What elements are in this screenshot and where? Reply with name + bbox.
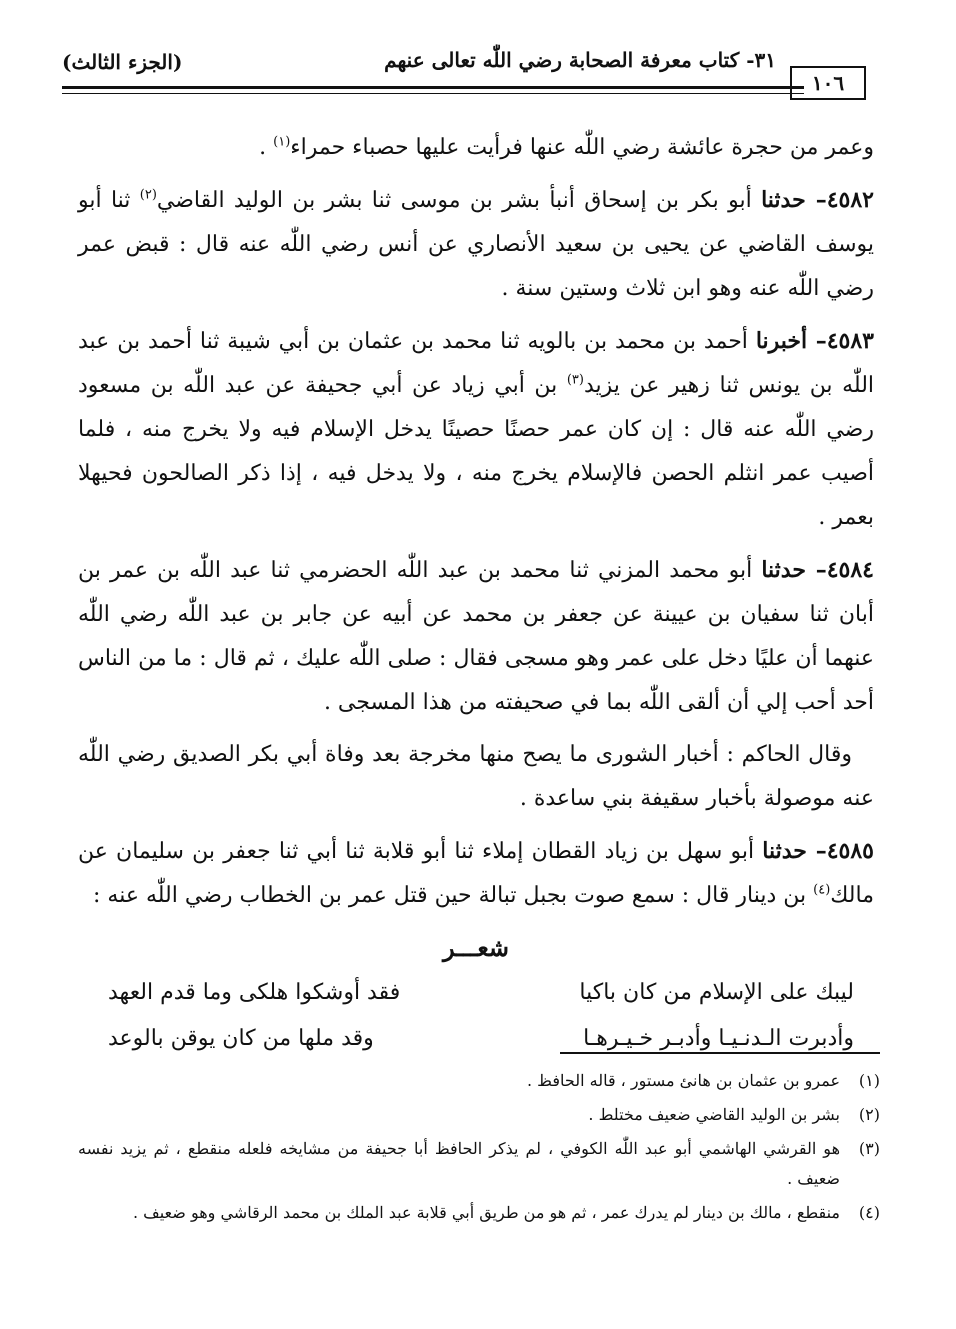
hakim-note: وقال الحاكم : أخبار الشورى ما يصح منها مخرجة بعد وفاة أبي بكر الصديق رضي اللّٰه عنه موصولة بأخبار سقيفة بني ساعدة . <box>78 742 874 811</box>
footnote-number: (٢) <box>858 1105 880 1124</box>
footnote-text: عمرو بن عثمان بن هانئ مستور ، قاله الحافظ . <box>527 1071 840 1090</box>
footnote-text: هو القرشي الهاشمي أبو عبد اللّٰه الكوفي ، لم يذكر الحافظ أبا جحيفة من مشايخه فلعله منقطع ، ثم يزيد نفسه ضعيف . <box>78 1139 840 1188</box>
hadith-lead: أخبرنا <box>755 328 808 354</box>
footnote-separator <box>560 1052 880 1054</box>
poem-title: شعـــر <box>442 933 510 962</box>
hadith-4585 <box>78 829 874 918</box>
hadith-dash: – <box>805 557 827 583</box>
footnotes <box>78 1066 880 1232</box>
footnote-ref-4: (٤) <box>813 882 831 898</box>
page-number-box <box>790 66 866 100</box>
hadith-dash: – <box>805 187 827 213</box>
footnote-number: (١) <box>858 1071 880 1090</box>
footnote <box>78 1100 880 1130</box>
verse-first-hemistich: ليبك على الإسلام من كان باكيا <box>579 980 854 1005</box>
footnote <box>78 1134 880 1194</box>
header-part-label: (الجزء الثالث) <box>62 50 183 74</box>
hadith-text: أحمد بن محمد بن بالويه ثنا محمد بن عثمان بن أبي شيبة ثنا أحمد بن عبد اللّٰه بن يونس ثنا زهير عن يزيد <box>78 329 875 398</box>
poem-verse <box>78 1016 874 1062</box>
continuation-text: وعمر من حجرة عائشة رضي اللّٰه عنها فرأيت عليها حصباء حمراء <box>290 135 874 160</box>
footnote-ref-1: (١) <box>273 134 291 150</box>
verse-first-hemistich: وأدبرت الـدنـيـا وأدبـر خـيـرهـا <box>583 1026 854 1051</box>
hadith-4584 <box>78 548 874 725</box>
footnote-number: (٤) <box>858 1203 880 1222</box>
hadith-number: ٤٥٨٤ <box>826 557 874 583</box>
hadith-text-cont: بن دينار قال : سمع صوت بجبل تبالة حين قتل عمر بن الخطاب رضي اللّٰه عنه : <box>93 883 814 908</box>
footnote-text: منقطع ، مالك بن دينار لم يدرك عمر ، ثم هو من طريق أبي قلابة عبد الملك بن محمد الرقاشي وهو ضعيف . <box>132 1203 840 1222</box>
header-rule-thick <box>62 86 804 89</box>
hadith-number: ٤٥٨٢ <box>826 187 874 213</box>
continuation-end: . <box>259 135 274 160</box>
hadith-lead: حدثنا <box>761 557 806 583</box>
hadith-text: أبو محمد المزني ثنا محمد بن عبد اللّٰه الحضرمي ثنا عبد اللّٰه بن عمر بن أبان ثنا سفيان بن عيينة عن جعفر بن محمد عن أبيه عن جابر بن عبد اللّٰه رضي اللّٰه عنهما أن عليًا دخل على عمر وهو مسجى فقال : صلى اللّٰه عليك ، ثم قال : ما من الناس أحد أحب إلي أن ألقى اللّٰه بما في صحيفته من هذا المسجى . <box>78 558 874 715</box>
hadith-4583 <box>78 319 874 540</box>
hadith-text: أبو بكر بن إسحاق أنبأ بشر بن موسى ثنا بشر بن الوليد القاضي <box>156 188 762 213</box>
footnote-text: بشر بن الوليد القاضي ضعيف مختلط . <box>588 1105 840 1124</box>
hadith-dash: – <box>806 838 827 864</box>
footnote <box>78 1198 880 1228</box>
poem-verse <box>78 970 874 1016</box>
hadith-number: ٤٥٨٣ <box>826 328 874 354</box>
page-number: ١٠٦ <box>811 71 845 95</box>
footnote-ref-2: (٢) <box>139 187 157 203</box>
footnote-ref-3: (٣) <box>566 372 584 388</box>
hadith-lead: حدثنا <box>762 838 807 864</box>
footnote <box>78 1066 880 1096</box>
hadith-text-cont: ثنا أبو يوسف القاضي عن يحيى بن سعيد الأنصاري عن أنس رضي اللّٰه عنه قال : قبض عمر رضي اللّٰه عنه وهو ابن ثلاث وستين سنة . <box>78 188 874 301</box>
hadith-4582 <box>78 178 874 311</box>
hadith-text: أبو سهل بن زياد القطان إملاء ثنا أبو قلابة ثنا أبي ثنا جعفر بن سليمان عن مالك <box>78 839 874 908</box>
verse-second-hemistich: وقد ملها من كان يوقن بالوعد <box>108 1026 374 1051</box>
header-book-title: ٣١- كتاب معرفة الصحابة رضي اللّٰه تعالى عنهم <box>384 48 776 72</box>
hadith-number: ٤٥٨٥ <box>826 838 874 864</box>
hadith-dash: – <box>807 328 827 354</box>
hadith-lead: حدثنا <box>761 187 806 213</box>
hadith-text-cont: بن أبي زياد عن أبي جحيفة عن عبد اللّٰه بن مسعود رضي اللّٰه عنه قال : إن كان عمر حصنًا حصينًا يدخل الإسلام فيه ولا يخرج منه ، فلما أصيب عمر انثلم الحصن فالإسلام يخرج منه ، ولا يدخل فيه ، إذا ذكر الصالحون فحيهلا بعمر . <box>78 373 874 530</box>
main-text <box>78 126 874 1062</box>
header-rule-thin <box>62 93 804 94</box>
paragraph-continuation <box>78 126 874 170</box>
verse-second-hemistich: فقد أوشكوا هلكى وما قدم العهد <box>108 980 401 1005</box>
footnote-number: (٣) <box>858 1139 880 1158</box>
